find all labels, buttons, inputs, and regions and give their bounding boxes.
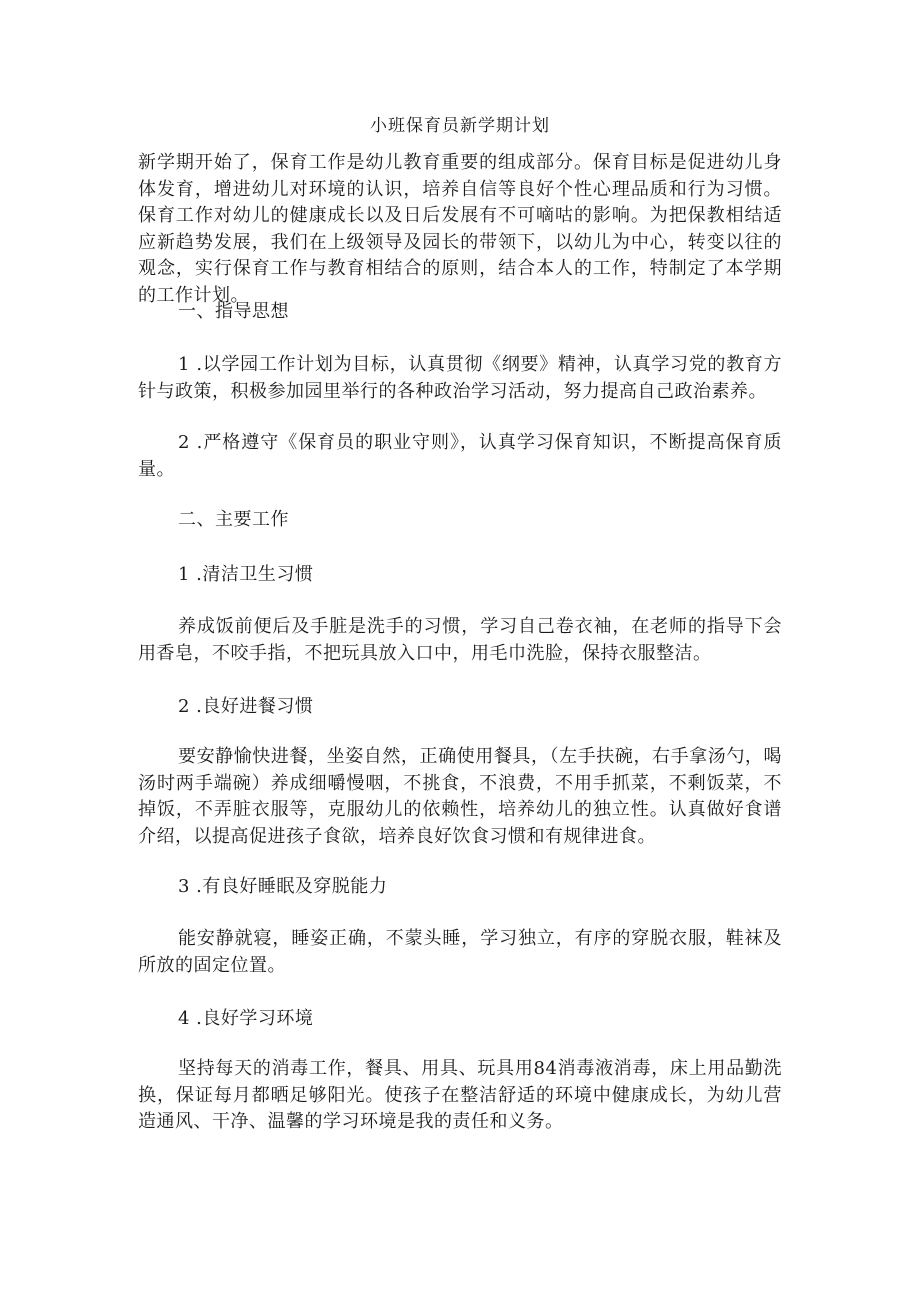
sub2-heading: 2 .良好进餐习惯 [178,696,314,717]
section1-item2: 2 .严格遵守《保育员的职业守则》，认真学习保育知识，不断提高保育质量。 [138,432,782,480]
intro-paragraph: 新学期开始了，保育工作是幼儿教育重要的组成部分。保育目标是促进幼儿身体发育，增进幼儿对环境的认识，培养自信等良好个性心理品质和行为习惯。保育工作对幼儿的健康成长以及日后发展有不可嘀咕的影响。为把保教相结适应新趋势发展，我们在上级领导及园长的带领下，以幼儿为中心，转变以往的观念，实行保育工作与教育相结合的原则，结合本人的工作，特制定了本学期的工作计划。 [138,152,782,306]
sub4-heading: 4 .良好学习环境 [178,1008,314,1029]
sub1-body: 养成饭前便后及手脏是洗手的习惯，学习自己卷衣袖，在老师的指导下会用香皂，不咬手指，不把玩具放入口中，用毛巾洗脸，保持衣服整洁。 [138,616,782,664]
section1-item1: 1 .以学园工作计划为目标，认真贯彻《纲要》精神，认真学习党的教育方针与政策，积极参加园里举行的各种政治学习活动，努力提高自己政治素养。 [138,354,782,402]
sub2-body: 要安静愉快进餐，坐姿自然，正确使用餐具，（左手扶碗，右手拿汤勺，喝汤时两手端碗）养成细嚼慢咽，不挑食，不浪费，不用手抓菜，不剩饭菜，不掉饭，不弄脏衣服等，克服幼儿的依赖性，培养幼儿的独立性。认真做好食谱介绍，以提高促进孩子食欲，培养良好饮食习惯和有规律进食。 [138,746,782,847]
section2-heading: 二、主要工作 [178,509,289,530]
sub3-heading: 3 .有良好睡眠及穿脱能力 [178,876,388,897]
section1-heading: 一、指导思想 [178,301,289,322]
sub4-body: 坚持每天的消毒工作，餐具、用具、玩具用84消毒液消毒，床上用品勤洗换，保证每月都晒足够阳光。使孩子在整洁舒适的环境中健康成长，为幼儿营造通风、干净、温馨的学习环境是我的责任和义务。 [138,1058,782,1132]
sub3-body: 能安静就寝，睡姿正确，不蒙头睡，学习独立，有序的穿脱衣服，鞋袜及所放的固定位置。 [138,928,782,976]
sub1-heading: 1 .清洁卫生习惯 [178,564,314,585]
document-title: 小班保育员新学期计划 [370,116,550,136]
